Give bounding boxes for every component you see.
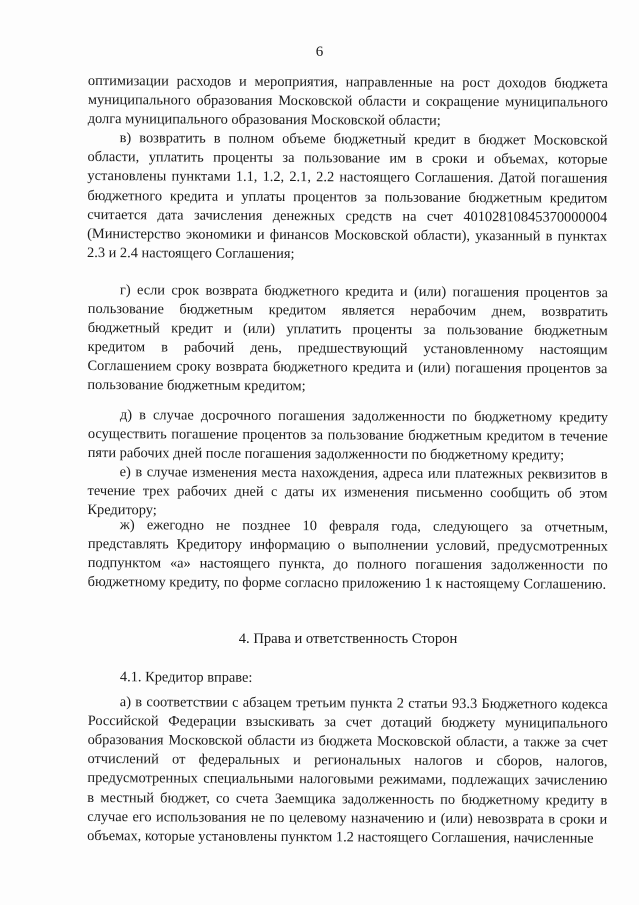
obligations-text-block <box>87 72 608 266</box>
item-a-paragraph: а) в соответствии с абзацем третьим пункта 2 статьи 93.3 Бюджетного кодекса Российской Федерации взыскивать за счет дотаций бюджету муниципального образования Московской области из бюджета Московской области, а также за счет отчислений от федеральных и региональных налогов и сборов, налогов, предусмотренных специальными налоговыми режимами, подлежащих зачислению в местный бюджет, со счета Заемщика задолженность по бюджетному кредиту в случае его использования не по целевому назначению и (или) невозврата в сроки и объемах, которые установлены пунктом 1.2 настоящего Соглашения, начисленные <box>87 694 608 847</box>
item-zh-block <box>88 516 608 595</box>
item-zh-paragraph: ж) ежегодно не позднее 10 февраля года, следующего за отчетным, представлять Кредитору информацию о выполнении условий, предусмотренных подпунктом «а» настоящего пункта, до полного погашения задолженности по бюджетному кредиту, по форме согласно приложению 1 к настоящему Соглашению. <box>87 517 608 593</box>
item-e-paragraph: е) в случае изменения места нахождения, адреса или платежных реквизитов в течение трех рабочих дней с даты их изменения письменно сообщить об этом Кредитору; <box>87 464 608 519</box>
item-d-paragraph: д) в случае досрочного погашения задолженности по бюджетному кредиту осуществить погашение процентов за пользование бюджетным кредитом в течение пяти рабочих дней после погашения задолженности по бюджетному кредиту; <box>87 407 608 464</box>
intro-paragraph: оптимизации расходов и мероприятия, направленные на рост доходов бюджета муниципального образования Московской области и сокращение муниципального долга муниципального образования Московской области; <box>87 72 608 130</box>
items-d-e-block <box>87 406 608 523</box>
clause-4-1-heading: 4.1. Кредитор вправе: <box>119 669 253 686</box>
page-number: 6 <box>315 44 324 60</box>
item-g-paragraph: г) если срок возврата бюджетного кредита и (или) погашения процентов за пользование бюджетным кредитом является нерабочим днем, возвратить бюджетный кредит и (или) уплатить проценты за пользование бюджетным кредитом в рабочий день, предшествующий установленному настоящим Соглашением сроку возврата бюджетного кредита и (или) погашения процентов за пользование бюджетным кредитом; <box>87 282 608 395</box>
item-g-block <box>87 281 608 399</box>
item-v-paragraph: в) возвратить в полном объеме бюджетный кредит в бюджет Московской области, уплатить проценты за пользование им в сроки и объемах, которые установлены пунктами 1.1, 1.2, 2.1, 2.2 настоящего Соглашения. Датой погашения бюджетного кредита и уплаты процентов за пользование бюджетным кредитом считается дата зачисления денежных средств на счет 40102810845370000004 (Министерство экономики и финансов Московской области), указанный в пунктах 2.3 и 2.4 настоящего Соглашения; <box>87 130 608 262</box>
section-heading: 4. Права и ответственность Сторон <box>238 631 458 647</box>
section-4-text-block <box>87 668 608 849</box>
